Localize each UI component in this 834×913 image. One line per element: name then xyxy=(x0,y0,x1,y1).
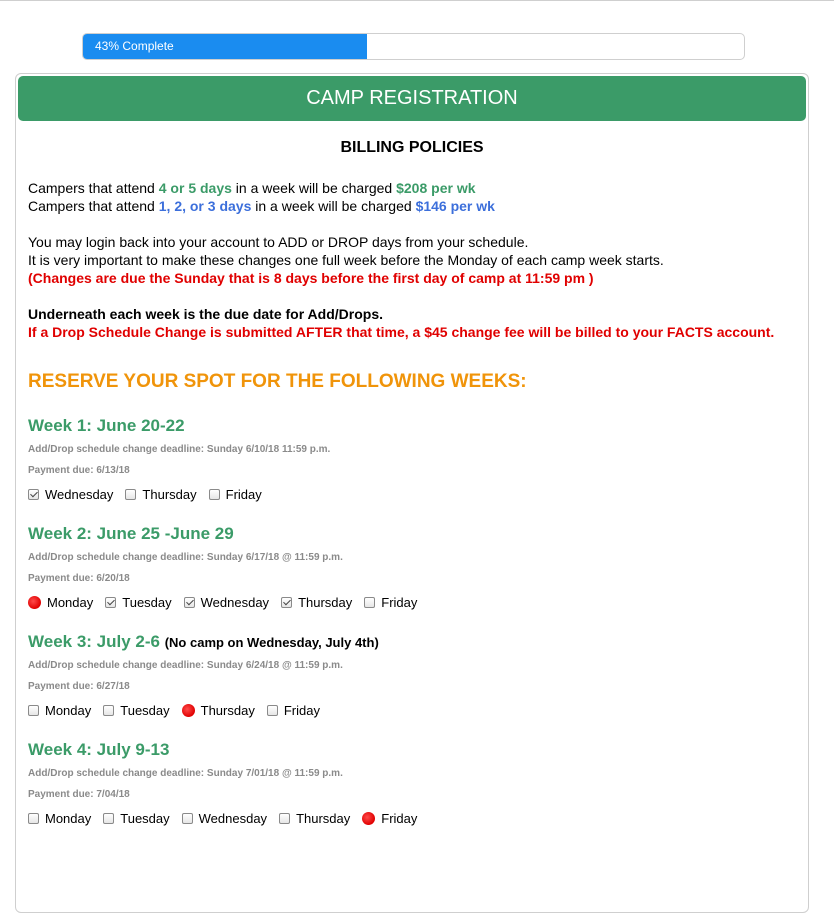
day-checkbox[interactable] xyxy=(103,813,114,824)
day-option-monday[interactable] xyxy=(28,595,93,610)
day-label: Thursday xyxy=(142,486,197,502)
day-option-thursday[interactable] xyxy=(125,487,196,502)
day-checkbox[interactable] xyxy=(103,705,114,716)
day-label: Tuesday xyxy=(120,810,170,826)
pricing-days: 4 or 5 days xyxy=(158,180,232,196)
pricing-text: Campers that attend xyxy=(28,198,159,214)
pricing-line-4-5-days xyxy=(28,179,796,197)
week-deadline: Add/Drop schedule change deadline: Sunday 6/24/18 @ 11:59 p.m. xyxy=(28,660,343,671)
day-option-wednesday[interactable] xyxy=(182,811,267,826)
week-note: (No camp on Wednesday, July 4th) xyxy=(164,635,379,650)
progress-bar xyxy=(82,33,745,60)
day-option-thursday[interactable] xyxy=(279,811,350,826)
day-label: Tuesday xyxy=(120,702,170,718)
day-checkbox[interactable] xyxy=(267,705,278,716)
pricing-block xyxy=(28,179,796,215)
pricing-text: Campers that attend xyxy=(28,180,159,196)
week-payment-due: Payment due: 6/27/18 xyxy=(28,681,130,692)
day-label: Wednesday xyxy=(200,594,270,610)
week-deadline: Add/Drop schedule change deadline: Sunday 7/01/18 @ 11:59 p.m. xyxy=(28,768,343,779)
day-label: Wednesday xyxy=(198,810,268,826)
day-option-friday[interactable] xyxy=(364,595,417,610)
pricing-price: $208 per wk xyxy=(396,180,476,196)
week-section xyxy=(28,739,796,827)
day-label: Monday xyxy=(45,702,92,718)
day-checkbox[interactable] xyxy=(28,813,39,824)
day-checkbox[interactable] xyxy=(182,704,195,717)
pricing-days: 1, 2, or 3 days xyxy=(158,198,252,214)
important-text: It is very important to make these changes one full week before the Monday of each camp week starts. xyxy=(28,252,664,268)
billing-policies-title: BILLING POLICIES xyxy=(340,139,484,156)
week-deadline: Add/Drop schedule change deadline: Sunday 6/17/18 @ 11:59 p.m. xyxy=(28,552,343,563)
week-title xyxy=(28,523,796,545)
day-option-thursday[interactable] xyxy=(182,703,255,718)
day-label: Monday xyxy=(47,594,94,610)
day-checkbox[interactable] xyxy=(362,812,375,825)
day-label: Wednesday xyxy=(45,486,114,502)
day-option-wednesday[interactable] xyxy=(184,595,269,610)
pricing-line-1-3-days xyxy=(28,197,796,215)
day-checkbox[interactable] xyxy=(182,813,193,824)
week-days xyxy=(28,485,796,503)
day-checkbox[interactable] xyxy=(364,597,375,608)
day-checkbox[interactable] xyxy=(209,489,220,500)
fee-text: If a Drop Schedule Change is submitted AFTER that time, a $45 change fee will be billed to your FACTS account. xyxy=(28,324,775,340)
pricing-text: in a week will be charged xyxy=(251,198,416,214)
day-checkbox[interactable] xyxy=(28,705,39,716)
week-title xyxy=(28,415,796,437)
day-checkbox[interactable] xyxy=(105,597,116,608)
week-title xyxy=(28,631,796,653)
day-label: Friday xyxy=(381,594,418,610)
login-text: You may login back into your account to ADD or DROP days from your schedule. xyxy=(28,234,529,250)
fee-block xyxy=(28,305,796,341)
day-checkbox[interactable] xyxy=(279,813,290,824)
week-section xyxy=(28,631,796,719)
underneath-text: Underneath each week is the due date for Add/Drops. xyxy=(28,306,383,322)
day-label: Friday xyxy=(225,486,262,502)
day-checkbox[interactable] xyxy=(125,489,136,500)
panel-content xyxy=(16,139,808,827)
due-text: (Changes are due the Sunday that is 8 days before the first day of camp at 11:59 pm ) xyxy=(28,270,594,286)
reserve-title: RESERVE YOUR SPOT FOR THE FOLLOWING WEEKS: xyxy=(28,371,527,392)
day-checkbox[interactable] xyxy=(184,597,195,608)
week-title-text: Week 4: July 9-13 xyxy=(28,740,170,759)
day-label: Tuesday xyxy=(122,594,172,610)
day-checkbox[interactable] xyxy=(28,596,41,609)
day-option-tuesday[interactable] xyxy=(103,811,169,826)
day-option-monday[interactable] xyxy=(28,703,91,718)
schedule-change-block xyxy=(28,233,796,287)
pricing-price: $146 per wk xyxy=(415,198,495,214)
day-label: Friday xyxy=(381,810,418,826)
day-checkbox[interactable] xyxy=(28,489,39,500)
week-days xyxy=(28,809,796,827)
week-title-text: Week 3: July 2-6 xyxy=(28,632,160,651)
day-option-tuesday[interactable] xyxy=(103,703,169,718)
day-option-wednesday[interactable] xyxy=(28,487,113,502)
week-title-text: Week 2: June 25 -June 29 xyxy=(28,524,234,543)
week-payment-due: Payment due: 6/13/18 xyxy=(28,465,130,476)
day-option-friday[interactable] xyxy=(362,811,417,826)
top-divider xyxy=(0,0,834,1)
weeks-list xyxy=(28,415,796,827)
week-title xyxy=(28,739,796,761)
week-title-text: Week 1: June 20-22 xyxy=(28,416,185,435)
week-days xyxy=(28,701,796,719)
progress-fill: 43% Complete xyxy=(83,34,367,59)
day-label: Thursday xyxy=(298,594,353,610)
day-option-friday[interactable] xyxy=(209,487,262,502)
day-option-tuesday[interactable] xyxy=(105,595,171,610)
day-option-thursday[interactable] xyxy=(281,595,352,610)
page-title: CAMP REGISTRATION xyxy=(18,76,806,121)
day-label: Thursday xyxy=(296,810,351,826)
day-option-monday[interactable] xyxy=(28,811,91,826)
week-section xyxy=(28,523,796,611)
day-option-friday[interactable] xyxy=(267,703,320,718)
day-label: Thursday xyxy=(200,702,255,718)
day-checkbox[interactable] xyxy=(281,597,292,608)
week-days xyxy=(28,593,796,611)
day-label: Friday xyxy=(283,702,320,718)
day-label: Monday xyxy=(45,810,92,826)
week-deadline: Add/Drop schedule change deadline: Sunday 6/10/18 11:59 p.m. xyxy=(28,444,331,455)
pricing-text: in a week will be charged xyxy=(231,180,397,196)
week-section xyxy=(28,415,796,503)
registration-panel xyxy=(15,73,809,913)
week-payment-due: Payment due: 7/04/18 xyxy=(28,789,130,800)
week-payment-due: Payment due: 6/20/18 xyxy=(28,573,130,584)
